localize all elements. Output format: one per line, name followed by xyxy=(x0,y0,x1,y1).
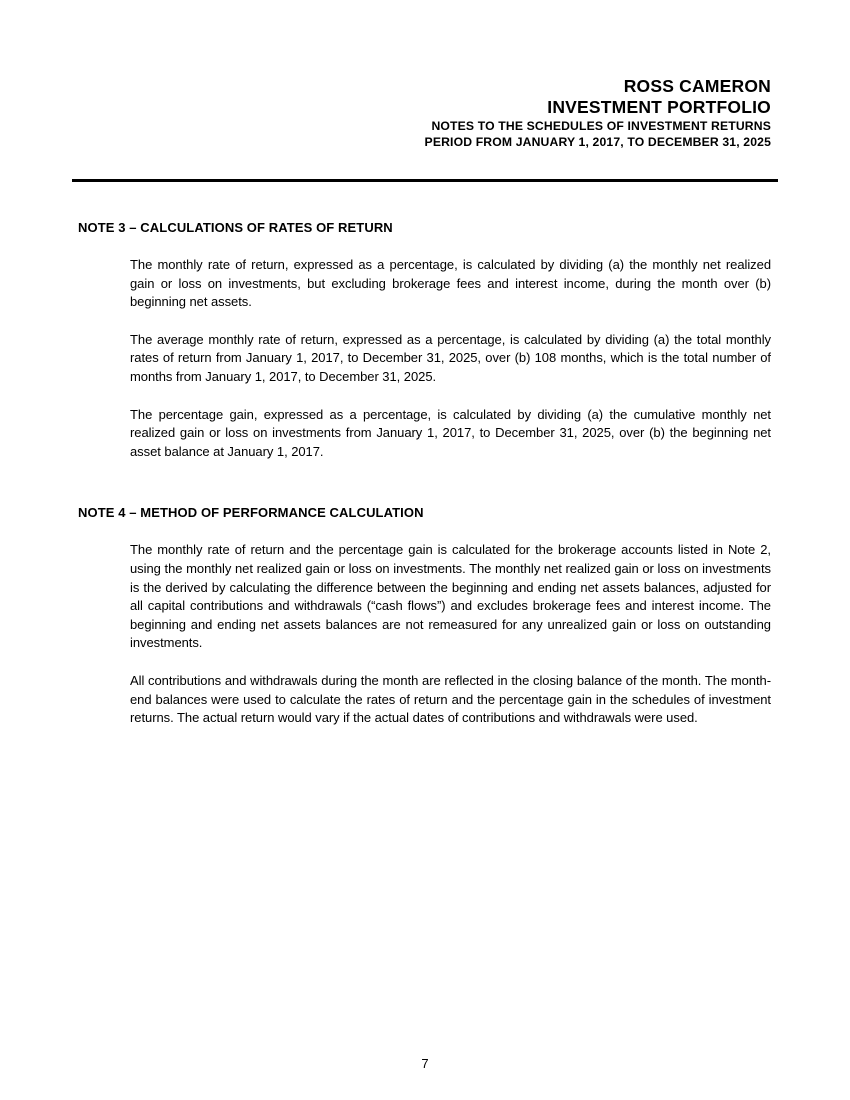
note-3-paragraph-3: The percentage gain, expressed as a percentage, is calculated by dividing (a) the cumulative monthly net realized gain or loss on investments from January 1, 2017, to December 31, 2025, over (b) the beginning net asset balance at January 1, 2017. xyxy=(130,406,771,459)
note-section-3 xyxy=(78,220,771,461)
note-4-paragraph-2: All contributions and withdrawals during the month are reflected in the closing balance of the month. The month-end balances were used to calculate the rates of return and the percentage gain in the schedules of investment returns. The actual return would vary if the actual dates of contributions and withdrawals were used. xyxy=(130,672,771,726)
document-header xyxy=(78,76,771,150)
note-section-4 xyxy=(78,505,771,727)
note-4-heading: NOTE 4 – METHOD OF PERFORMANCE CALCULATION xyxy=(78,505,424,521)
document-body xyxy=(78,220,771,728)
header-entity-name: ROSS CAMERON xyxy=(623,76,771,96)
page-number: 7 xyxy=(421,1056,429,1071)
note-3-paragraph-2: The average monthly rate of return, expressed as a percentage, is calculated by dividing (a) the total monthly rates of return from January 1, 2017, to December 31, 2025, over (b) 108 months, which is the total number of months from January 1, 2017, to December 31, 2025. xyxy=(130,331,771,384)
note-4-paragraph-1: The monthly rate of return and the percentage gain is calculated for the brokerage accounts listed in Note 2, using the monthly net realized gain or loss on investments. The monthly net realized gain or loss on investments is the derived by calculating the difference between the beginning and ending net assets balances, adjusted for all capital contributions and withdrawals (“cash flows”) and excludes brokerage fees and interest income. The beginning and ending net assets balances are not remeasured for any unrealized gain or loss on outstanding investments. xyxy=(130,542,771,651)
note-3-heading: NOTE 3 – CALCULATIONS OF RATES OF RETURN xyxy=(78,220,393,235)
note-3-paragraph-1: The monthly rate of return, expressed as a percentage, is calculated by dividing (a) the monthly net realized gain or loss on investments, but excluding brokerage fees and interest income, during the month over (b) beginning net assets. xyxy=(130,257,771,310)
header-period: PERIOD FROM JANUARY 1, 2017, TO DECEMBER 31, 2025 xyxy=(424,135,771,149)
header-subtitle: NOTES TO THE SCHEDULES OF INVESTMENT RETURNS xyxy=(431,119,771,133)
header-document-type: INVESTMENT PORTFOLIO xyxy=(547,97,771,117)
header-divider-rule xyxy=(72,179,778,182)
